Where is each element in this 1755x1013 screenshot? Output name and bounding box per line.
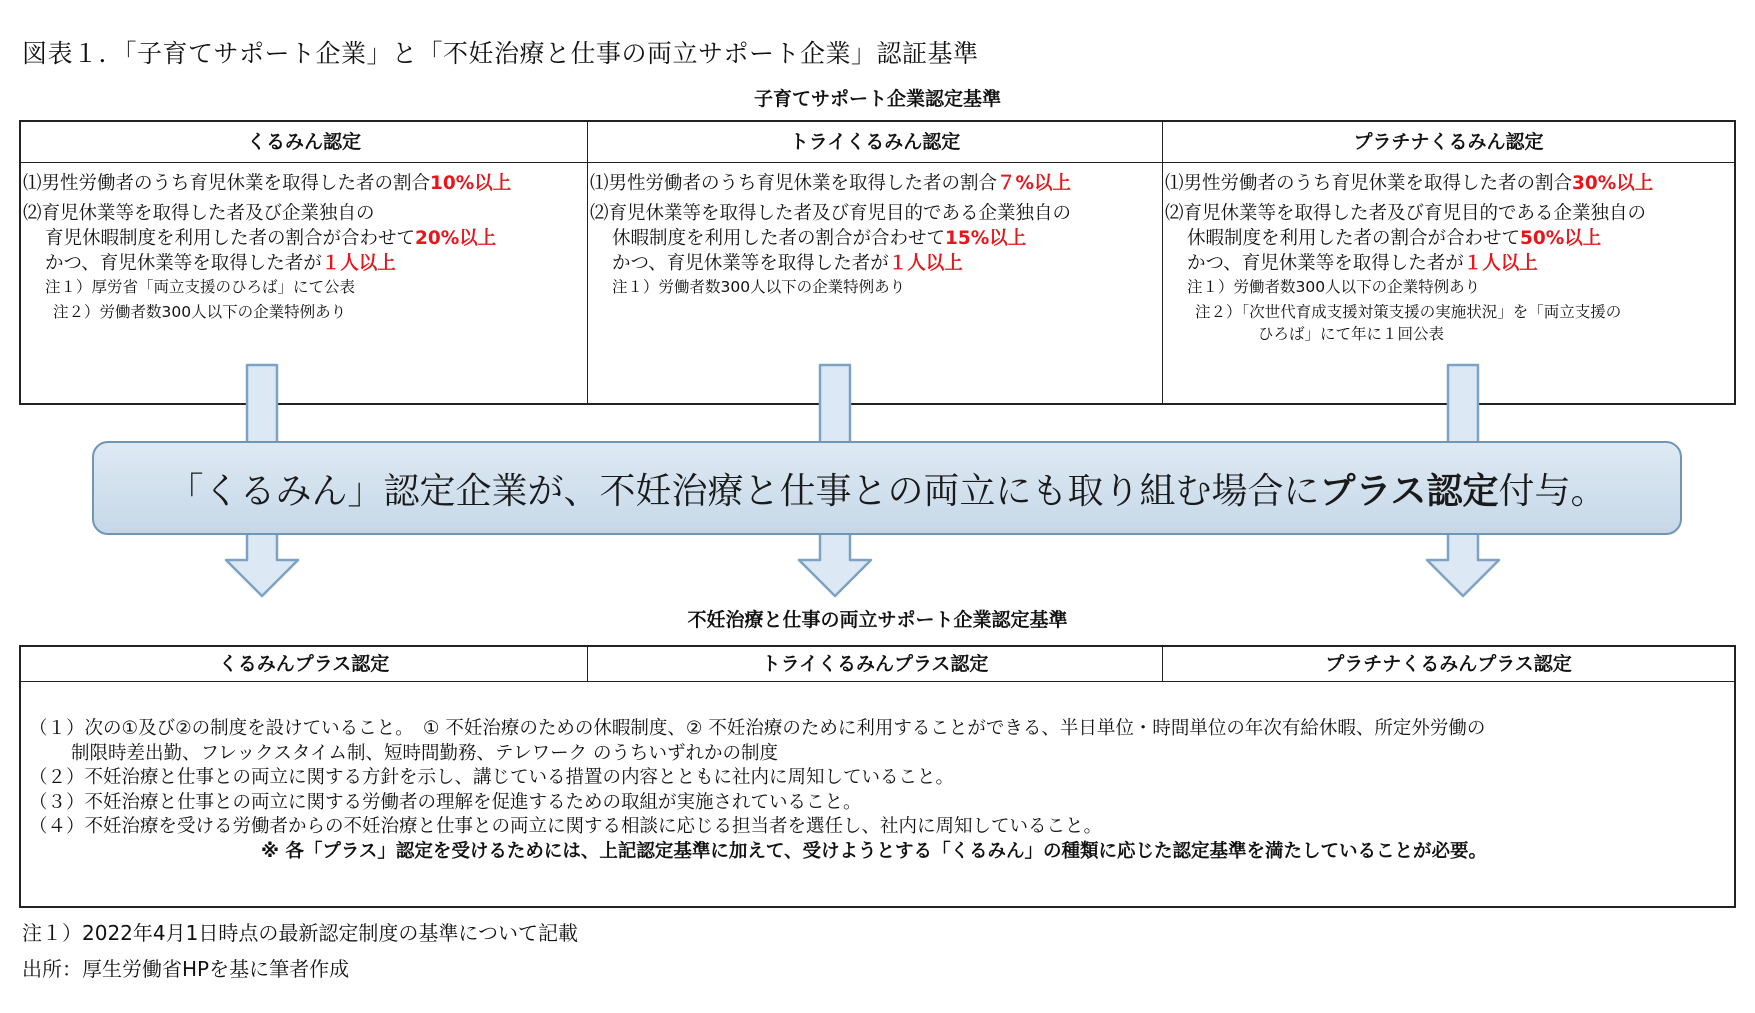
criterion-line: ⑴男性労働者のうち育児休業を取得した者の割合30%以上 — [1165, 173, 1654, 194]
banner-emphasis: プラス認定 — [1319, 470, 1499, 512]
criterion-line: かつ、育児休業等を取得した者が１人以上 — [1187, 253, 1538, 274]
criterion-line: 休暇制度を利用した者の割合が合わせて50%以上 — [1187, 228, 1602, 249]
criterion-line: ⑵育児休業等を取得した者及び企業独自の — [23, 203, 375, 224]
criterion-line: 休暇制度を利用した者の割合が合わせて15%以上 — [612, 228, 1027, 249]
criterion-line: ⑵育児休業等を取得した者及び育児目的である企業独自の — [1165, 203, 1647, 224]
criterion-line: ⑴男性労働者のうち育児休業を取得した者の割合７%以上 — [590, 173, 1072, 194]
criterion-line: 育児休暇制度を利用した者の割合が合わせて20%以上 — [45, 228, 497, 249]
criterion-line: （１）次の①及び②の制度を設けていること。 ① 不妊治療のための休暇制度、② 不妊治療のために利用することができる、半日単位・時間単位の年次有給休暇、所定外労働の — [29, 718, 1486, 739]
note-line: 注１）労働者数300人以下の企業特例あり — [612, 278, 906, 296]
criterion-line: ⑴男性労働者のうち育児休業を取得した者の割合10%以上 — [23, 173, 512, 194]
criterion-line: （４）不妊治療を受ける労働者からの不妊治療と仕事との両立に関する相談に応じる担当者を選任し、社内に周知していること。 — [29, 816, 1103, 837]
column-header: くるみんプラス認定 — [21, 647, 588, 681]
column-header: トライくるみんプラス認定 — [588, 647, 1163, 681]
figure-title: 図表１．「子育てサポート企業」と「不妊治療と仕事の両立サポート企業」認証基準 — [22, 39, 979, 68]
criterion-line: （３）不妊治療と仕事との両立に関する労働者の理解を促進するための取組が実施されていること。 — [29, 791, 862, 813]
criterion-line: 制限時差出勤、フレックスタイム制、短時間勤務、テレワーク のうちいずれかの制度 — [71, 742, 779, 764]
criterion-line: ⑵育児休業等を取得した者及び育児目的である企業独自の — [590, 203, 1072, 224]
footnote: 注１）2022年4月1日時点の最新認定制度の基準について記載 — [22, 921, 578, 945]
note-line: 注１）厚労省「両立支援のひろば」にて公表 — [45, 278, 356, 296]
requirement-note: ※ 各「プラス」認定を受けるためには、上記認定基準に加えて、受けようとする「くるみん」の種類に応じた認定基準を満たしていることが必要。 — [261, 840, 1488, 862]
criterion-line: かつ、育児休業等を取得した者が１人以上 — [45, 253, 396, 274]
note-line: ひろば」にて年に１回公表 — [1258, 325, 1445, 343]
criterion-line: （２）不妊治療と仕事との両立に関する方針を示し、講じている措置の内容とともに社内に周知していること。 — [29, 767, 955, 788]
top-section-title: 子育てサポート企業認定基準 — [753, 88, 1001, 110]
column-header: トライくるみん認定 — [588, 122, 1162, 163]
source-note: 出所：厚生労働省HPを基に筆者作成 — [22, 957, 350, 981]
plus-criteria-table — [19, 645, 1736, 908]
plus-header-row — [21, 647, 1734, 682]
criterion-line: かつ、育児休業等を取得した者が１人以上 — [612, 253, 963, 274]
note-line: 注２）「次世代育成支援対策支援の実施状況」を「両立支援の — [1195, 303, 1622, 321]
column-header: くるみん認定 — [21, 122, 587, 163]
bottom-section-title: 不妊治療と仕事の両立サポート企業認定基準 — [687, 609, 1068, 631]
column-header: プラチナくるみんプラス認定 — [1325, 653, 1572, 675]
plus-certification-banner — [92, 441, 1682, 535]
note-line: 注１）労働者数300人以下の企業特例あり — [1187, 278, 1481, 296]
column-header: プラチナくるみん認定 — [1163, 122, 1734, 163]
note-line: 注２）労働者数300人以下の企業特例あり — [53, 303, 347, 321]
plus-criteria-body — [29, 717, 1487, 864]
banner-text-end: 付与。 — [1498, 470, 1607, 512]
banner-text: 「くるみん」認定企業が、不妊治療と仕事との両立にも取り組む場合に — [167, 470, 1320, 512]
